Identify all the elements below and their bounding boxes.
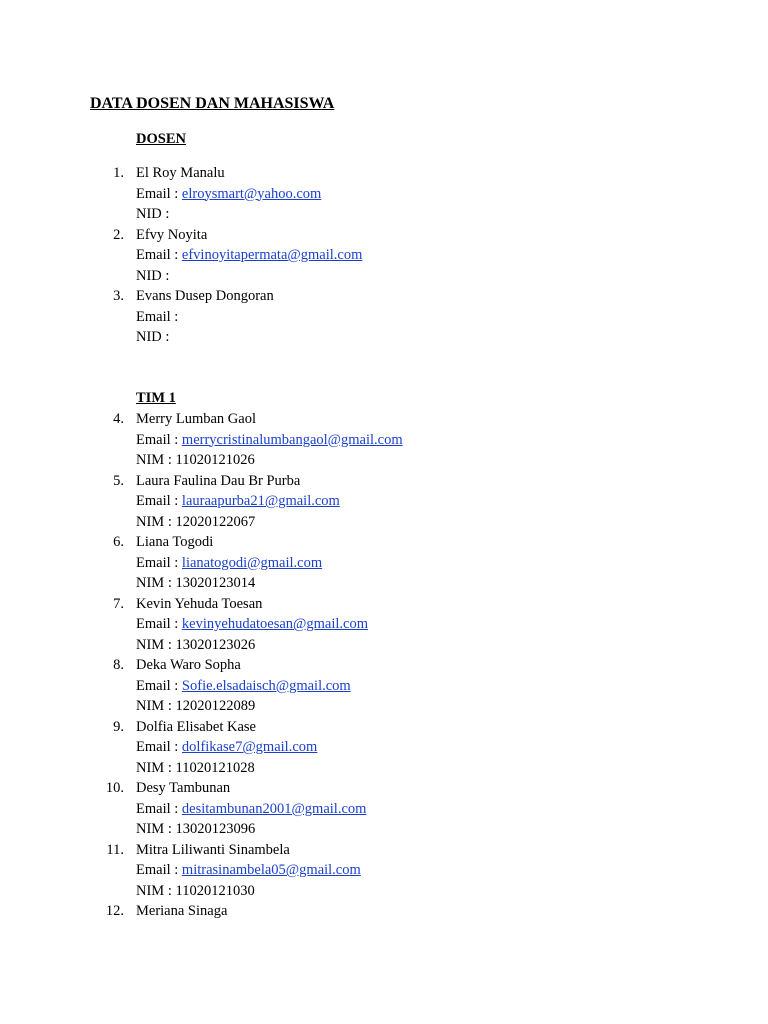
email-label: Email : xyxy=(136,800,179,817)
list-item xyxy=(0,286,768,348)
dosen-list xyxy=(0,163,768,348)
email-link[interactable]: mitrasinambela05@gmail.com xyxy=(181,862,361,878)
person-name: Deka Waro Sopha xyxy=(136,657,241,673)
list-item xyxy=(0,840,768,902)
id-label: NIM : xyxy=(136,575,172,591)
id-label: NID : xyxy=(136,206,170,222)
section-heading-dosen: DOSEN xyxy=(136,131,186,147)
person-name: Laura Faulina Dau Br Purba xyxy=(136,472,301,489)
id-value: 12020122089 xyxy=(175,698,256,714)
email-link[interactable]: elroysmart@yahoo.com xyxy=(181,185,322,202)
person-name: Efvy Noyita xyxy=(136,226,208,243)
email-label: Email : xyxy=(136,554,179,571)
email-link[interactable]: Sofie.elsadaisch@gmail.com xyxy=(181,677,351,694)
list-item xyxy=(0,655,768,717)
person-name: Evans Dusep Dongoran xyxy=(136,288,274,304)
person-name: Meriana Sinaga xyxy=(136,903,228,919)
id-value: 13020123014 xyxy=(175,575,256,591)
email-label: Email : xyxy=(136,308,179,325)
person-name: El Roy Manalu xyxy=(136,165,225,181)
list-item xyxy=(0,778,768,840)
list-item xyxy=(0,594,768,656)
person-name: Liana Togodi xyxy=(136,534,214,550)
person-name: Merry Lumban Gaol xyxy=(136,411,256,427)
email-label: Email : xyxy=(136,185,179,202)
id-value: 11020121030 xyxy=(175,882,255,899)
person-name: Mitra Liliwanti Sinambela xyxy=(136,841,290,858)
person-name: Dolfia Elisabet Kase xyxy=(136,718,256,735)
email-label: Email : xyxy=(136,247,179,263)
item-number: 1. xyxy=(113,165,124,181)
email-link[interactable]: desitambunan2001@gmail.com xyxy=(181,800,367,817)
item-number: 7. xyxy=(113,595,124,612)
item-number: 5. xyxy=(113,472,124,489)
item-number: 9. xyxy=(113,718,124,735)
section-heading-tim1: TIM 1 xyxy=(136,390,176,406)
id-label: NIM : xyxy=(136,452,172,468)
item-number: 6. xyxy=(113,534,124,550)
person-name: Desy Tambunan xyxy=(136,780,231,796)
list-item xyxy=(0,409,768,471)
id-value: 11020121026 xyxy=(175,452,255,468)
id-label: NIM : xyxy=(136,636,172,653)
item-number: 3. xyxy=(113,288,124,304)
list-item xyxy=(0,225,768,287)
id-value: 13020123096 xyxy=(175,821,256,837)
id-value: 13020123026 xyxy=(175,636,256,653)
email-label: Email : xyxy=(136,616,179,632)
id-label: NIM : xyxy=(136,821,172,837)
id-value: 12020122067 xyxy=(175,513,256,530)
id-label: NIM : xyxy=(136,513,172,530)
item-number: 11. xyxy=(106,841,124,858)
item-number: 12. xyxy=(105,903,124,919)
email-link[interactable]: kevinyehudatoesan@gmail.com xyxy=(181,616,369,632)
list-item xyxy=(0,532,768,594)
list-item xyxy=(0,717,768,779)
id-label: NID : xyxy=(136,267,170,284)
person-name: Kevin Yehuda Toesan xyxy=(136,595,263,612)
item-number: 4. xyxy=(113,411,124,427)
email-label: Email : xyxy=(136,862,179,878)
email-link[interactable]: lauraapurba21@gmail.com xyxy=(181,493,340,509)
email-label: Email : xyxy=(136,493,179,509)
list-item xyxy=(0,471,768,533)
list-item xyxy=(0,163,768,225)
document-title: DATA DOSEN DAN MAHASISWA xyxy=(90,95,335,112)
list-item xyxy=(0,901,768,922)
id-label: NIM : xyxy=(136,882,172,899)
item-number: 8. xyxy=(113,657,124,673)
email-link[interactable]: merrycristinalumbangaol@gmail.com xyxy=(181,431,403,448)
id-value: 11020121028 xyxy=(175,759,255,776)
item-number: 2. xyxy=(113,226,124,243)
id-label: NIM : xyxy=(136,759,172,776)
email-link[interactable]: efvinoyitapermata@gmail.com xyxy=(181,247,363,263)
email-label: Email : xyxy=(136,677,179,694)
tim1-list xyxy=(0,409,768,922)
email-label: Email : xyxy=(136,739,179,755)
email-label: Email : xyxy=(136,431,179,448)
id-label: NID : xyxy=(136,329,170,345)
id-label: NIM : xyxy=(136,698,172,714)
item-number: 10. xyxy=(105,780,124,796)
email-link[interactable]: dolfikase7@gmail.com xyxy=(181,739,318,755)
email-link[interactable]: lianatogodi@gmail.com xyxy=(181,554,323,571)
